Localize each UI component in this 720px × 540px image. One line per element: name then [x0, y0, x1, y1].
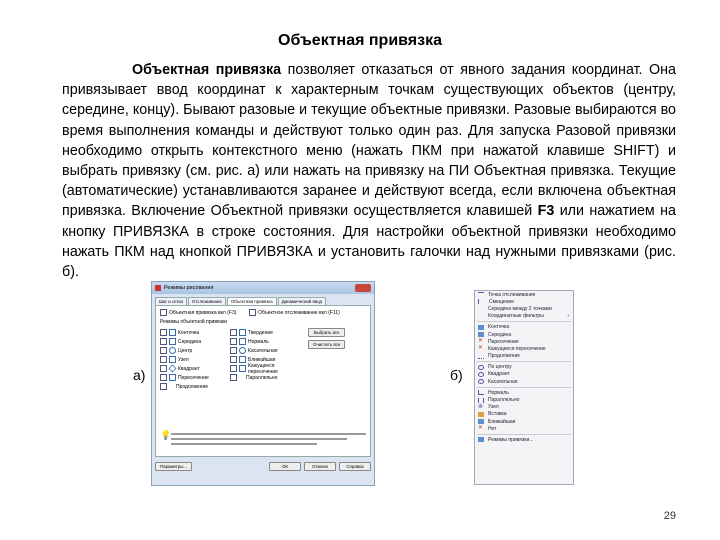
menu-item-label: Продолжение: [488, 353, 521, 360]
snap-option-label: Квадрант: [178, 365, 200, 372]
menu-item-label: Пересечение: [488, 338, 519, 345]
checkbox[interactable]: [160, 383, 167, 390]
snap-option[interactable]: [160, 337, 230, 346]
snap-option[interactable]: [160, 364, 230, 373]
endpoint-icon: [478, 325, 484, 330]
dialog-footer: [155, 462, 371, 471]
menu-item[interactable]: [475, 353, 573, 360]
cancel-button[interactable]: Отмена: [304, 462, 336, 471]
offset-icon: [478, 299, 485, 304]
nearest-marker-icon: [239, 356, 246, 363]
midpoint-marker-icon: [169, 338, 176, 345]
tab-dynamic-input[interactable]: Динамический ввод: [278, 297, 326, 305]
midpoint-icon: [478, 332, 484, 337]
osnap-on-checkbox[interactable]: [160, 309, 167, 316]
menu-item[interactable]: [475, 418, 573, 425]
osnap-on-label: Объектная привязка вкл (F3): [169, 309, 237, 316]
snap-column-1: [160, 328, 230, 391]
submenu-arrow-icon: ›: [567, 313, 569, 320]
info-text: [171, 430, 366, 452]
otrack-on-checkbox[interactable]: [249, 309, 256, 316]
menu-item-label: Узел: [488, 404, 499, 411]
figure-label-b: б): [450, 367, 463, 383]
menu-item[interactable]: [475, 298, 573, 305]
menu-item-label: Точка отслеживания: [488, 291, 536, 298]
menu-item-label: Середина между 2 точками: [488, 305, 552, 312]
snap-option[interactable]: [160, 373, 230, 382]
menu-item[interactable]: [475, 313, 573, 320]
parallel-icon: [478, 398, 484, 403]
menu-item-label: Середина: [488, 331, 512, 338]
checkbox[interactable]: [160, 365, 167, 372]
bulb-icon: 💡: [160, 430, 172, 440]
insertion-marker-icon: [239, 329, 246, 336]
object-snap-context-menu: [474, 290, 574, 485]
snap-option[interactable]: [160, 382, 230, 391]
dialog-title: Режимы рисования: [164, 285, 214, 291]
snap-option[interactable]: [160, 328, 230, 337]
options-button[interactable]: Параметры...: [155, 462, 192, 471]
menu-item-label: Касательная: [488, 378, 518, 385]
snap-option-label: Конточка: [178, 329, 200, 336]
checkbox[interactable]: [160, 338, 167, 345]
paragraph-text-1: позволяет отказаться от явного задания координат. Она привязывает ввод координат к характерным точкам существующих объектов (центру, середине, концу). Бывают разовые и текущие объектные привязки. Разовые выбираются во время выполнения команды и действуют только один раз. Для запуска Разовой привязки необходимо открыть контекстного меню (нажать ПКМ при нажатой клавише SHIFT) и выбрать привязку (см. рис. а) или нажать на привязку на ПИ Объектная привязка. Текущие (автоматические) устанавливаются заранее и действуют всегда, если включена объектная привязка. Включение Объектной привязки осуществляется клавишей: [62, 62, 677, 220]
mid-between-icon: [478, 306, 484, 311]
menu-item[interactable]: [475, 331, 573, 338]
insertion-icon: [478, 412, 484, 417]
checkbox[interactable]: [160, 347, 167, 354]
menu-item[interactable]: [475, 378, 573, 385]
menu-item[interactable]: [475, 338, 573, 345]
select-buttons: [308, 328, 345, 391]
nearest-icon: [478, 419, 484, 424]
apparent-intersection-icon: ✕: [478, 345, 484, 352]
center-icon: [478, 365, 484, 370]
snap-option[interactable]: [230, 337, 300, 346]
close-icon[interactable]: [355, 284, 371, 292]
snap-option-label: Пересечение: [178, 374, 209, 381]
menu-item[interactable]: [475, 404, 573, 411]
menu-item[interactable]: [475, 345, 573, 352]
tangent-marker-icon: [239, 347, 246, 354]
snap-option-label: Нормаль: [248, 338, 269, 345]
menu-item[interactable]: [475, 425, 573, 432]
menu-item[interactable]: [475, 305, 573, 312]
tracking-icon: [478, 292, 484, 298]
endpoint-marker-icon: [169, 329, 176, 336]
menu-item-label: Вставка: [488, 411, 507, 418]
checkbox[interactable]: [160, 356, 167, 363]
snap-option-label: Узел: [178, 356, 189, 363]
checkbox[interactable]: [230, 374, 237, 381]
menu-item-label: Ближайшая: [488, 418, 516, 425]
menu-item-label: Кажущееся пересечение: [488, 345, 546, 352]
extension-icon: [478, 353, 484, 359]
snap-option-label: Кажущееся пересечение: [248, 362, 278, 375]
page-title: Объектная привязка: [278, 32, 442, 49]
snap-option[interactable]: [160, 346, 230, 355]
snap-column-2: [230, 328, 300, 391]
osnap-settings-icon: [478, 437, 484, 442]
node-marker-icon: [169, 356, 176, 363]
menu-item-label: Конточка: [488, 324, 510, 331]
parallel-marker-icon: [239, 375, 244, 380]
center-marker-icon: [169, 347, 176, 354]
menu-item-label: Квадрант: [488, 371, 510, 378]
apparent-intersection-marker-icon: [239, 365, 246, 372]
top-checks: [160, 308, 366, 317]
menu-item[interactable]: [475, 389, 573, 396]
key-f3: F3: [537, 203, 555, 220]
none-icon: ✕: [478, 425, 484, 432]
body-paragraph: [62, 60, 676, 282]
select-all-button[interactable]: Выбрать все: [308, 328, 345, 337]
filters-icon: [478, 314, 484, 319]
snap-option-label: Середина: [178, 338, 202, 345]
checkbox[interactable]: [160, 374, 167, 381]
node-icon: ⊗: [478, 403, 484, 410]
tangent-icon: [478, 379, 484, 384]
checkbox[interactable]: [230, 356, 237, 363]
snap-option-label: Ближайшая: [248, 356, 276, 363]
quadrant-icon: [478, 372, 484, 377]
object-snap-panel: [155, 305, 371, 457]
snap-option-label: Твердение: [248, 329, 273, 336]
snap-mode-columns: [160, 328, 366, 391]
menu-item[interactable]: [475, 291, 573, 298]
checkbox[interactable]: [230, 338, 237, 345]
checkbox[interactable]: [230, 347, 237, 354]
extension-marker-icon: [169, 384, 174, 389]
menu-separator: [477, 361, 571, 362]
menu-separator: [477, 387, 571, 388]
otrack-on-label: Объектное отслеживание вкл (F11): [258, 309, 340, 316]
page-number: 29: [663, 510, 676, 522]
menu-item-label: Нет: [488, 425, 497, 432]
menu-separator: [477, 321, 571, 322]
info-note: [160, 430, 366, 452]
menu-item[interactable]: [475, 324, 573, 331]
intersection-icon: ✕: [478, 338, 484, 345]
tab-snap-grid[interactable]: Шаг и сетка: [155, 297, 187, 305]
snap-option[interactable]: [230, 328, 300, 337]
lead-term: Объектная привязка: [132, 62, 282, 78]
help-button[interactable]: Справка: [339, 462, 371, 471]
snap-option[interactable]: [160, 355, 230, 364]
snap-option-label: Продолжение: [176, 383, 209, 390]
menu-item[interactable]: [475, 396, 573, 403]
snap-option[interactable]: [230, 364, 300, 373]
menu-separator: [477, 434, 571, 435]
snap-option-label: Параллельно: [246, 374, 278, 381]
checkbox[interactable]: [230, 365, 237, 372]
paragraph-text-2: или нажатием на кнопку ПРИВЯЗКА в строке состояния. Для настройки объектной привязки необходимо нажать ПКМ над кнопкой ПРИВЯЗКА и установить галочки над нужными привязками (рис. б).: [62, 203, 676, 281]
menu-item-label: Нормаль: [488, 389, 509, 396]
group-row: [160, 317, 366, 326]
menu-item-label: Смещение: [489, 298, 515, 305]
app-icon: [155, 285, 161, 291]
quadrant-marker-icon: [169, 365, 177, 373]
menu-item-label: Режимы привязки...: [488, 436, 534, 443]
clear-all-button[interactable]: Очистить все: [308, 340, 345, 349]
tab-tracking[interactable]: Отслеживание: [188, 297, 226, 305]
snap-option-label: Касательная: [248, 347, 278, 354]
intersection-marker-icon: [169, 374, 176, 381]
drafting-settings-dialog: [151, 281, 375, 486]
snap-option-label: Центр: [178, 347, 193, 354]
menu-item[interactable]: [475, 436, 573, 443]
menu-item[interactable]: [475, 364, 573, 371]
checkbox[interactable]: [160, 329, 167, 336]
footer-buttons: [269, 462, 371, 471]
snap-modes-group-label: Режимы объектной привязки: [160, 318, 227, 325]
menu-item-label: Параллельно: [488, 397, 520, 404]
menu-item-label: По центру: [488, 364, 512, 371]
dialog-tabs: [155, 297, 371, 305]
menu-item[interactable]: [475, 411, 573, 418]
tab-object-snap[interactable]: Объектная привязка: [227, 297, 277, 305]
menu-item-label: Координатные фильтры: [488, 313, 544, 320]
perpendicular-marker-icon: [239, 338, 246, 345]
dialog-titlebar: [152, 282, 374, 294]
checkbox[interactable]: [230, 329, 237, 336]
snap-option[interactable]: [230, 346, 300, 355]
menu-item[interactable]: [475, 371, 573, 378]
ok-button[interactable]: ОК: [269, 462, 301, 471]
perpendicular-icon: [478, 390, 484, 395]
figure-label-a: а): [133, 367, 146, 383]
